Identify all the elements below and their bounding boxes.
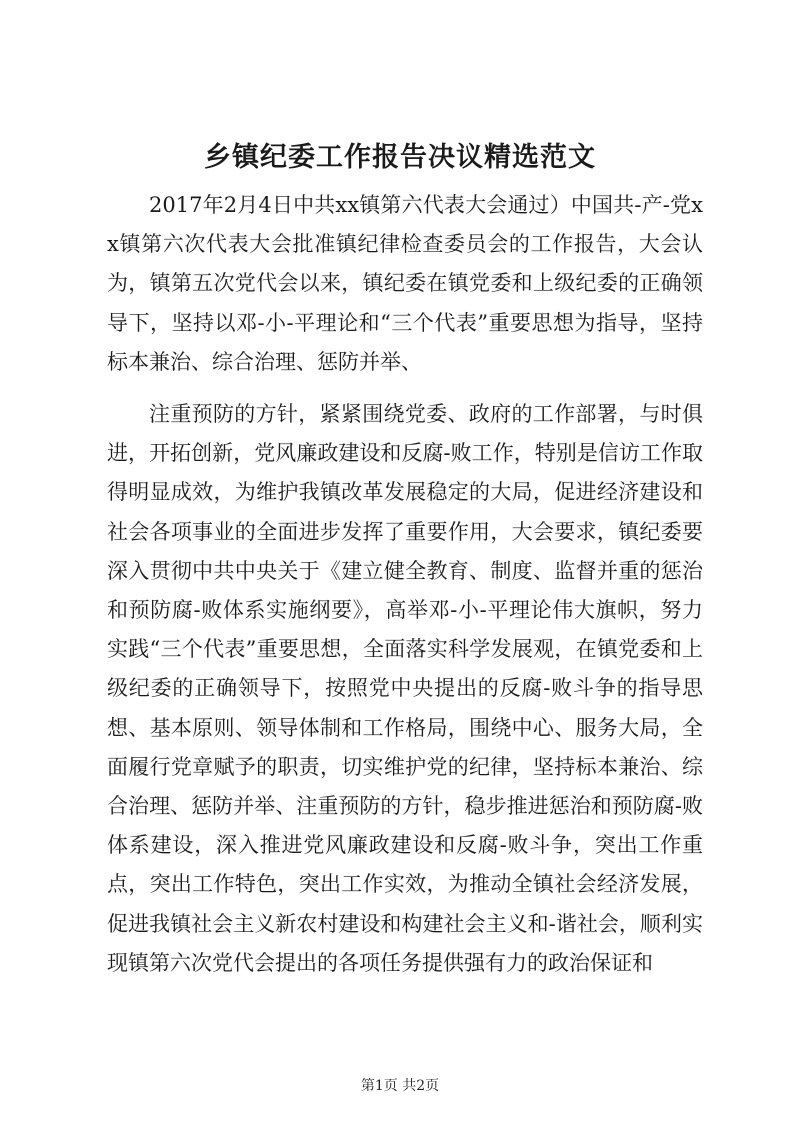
document-title: 乡镇纪委工作报告决议精选范文: [204, 142, 596, 173]
paragraph-1: 2017年2月4日中共xx镇第六代表大会通过）中国共-产-党xx镇第六次代表大会批准镇纪律检查委员会的工作报告，大会认为，镇第五次党代会以来，镇纪委在镇党委和上级纪委的正确领导下，坚持以邓-小-平理论和“三个代表”重要思想为指导，坚持标本兼治、综合治理、惩防并举、: [107, 193, 703, 374]
paragraph-2: 注重预防的方针，紧紧围绕党委、政府的工作部署，与时俱进，开拓创新，党风廉政建设和反腐-败工作，特别是信访工作取得明显成效，为维护我镇改革发展稳定的大局，促进经济建设和社会各项事业的全面进步发挥了重要作用，大会要求，镇纪委要深入贯彻中共中央关于《建立健全教育、制度、监督并重的惩治和预防腐-败体系实施纲要》，高举邓-小-平理论伟大旗帜，努力实践“三个代表”重要思想，全面落实科学发展观，在镇党委和上级纪委的正确领导下，按照党中央提出的反腐-败斗争的指导思想、基本原则、领导体制和工作格局，围绕中心、服务大局，全面履行党章赋予的职责，切实维护党的纪律，坚持标本兼治、综合治理、惩防并举、注重预防的方针，稳步推进惩治和预防腐-败体系建设，深入推进党风廉政建设和反腐-败斗争，突出工作重点，突出工作特色，突出工作实效，为推动全镇社会经济发展，促进我镇社会主义新农村建设和构建社会主义和-谐社会，顺利实现镇第六次党代会提出的各项任务提供强有力的政治保证和: [107, 402, 703, 975]
document-body: [107, 186, 703, 983]
page-footer: [0, 1076, 800, 1096]
page-number-indicator: 第1页 共2页: [360, 1078, 440, 1094]
